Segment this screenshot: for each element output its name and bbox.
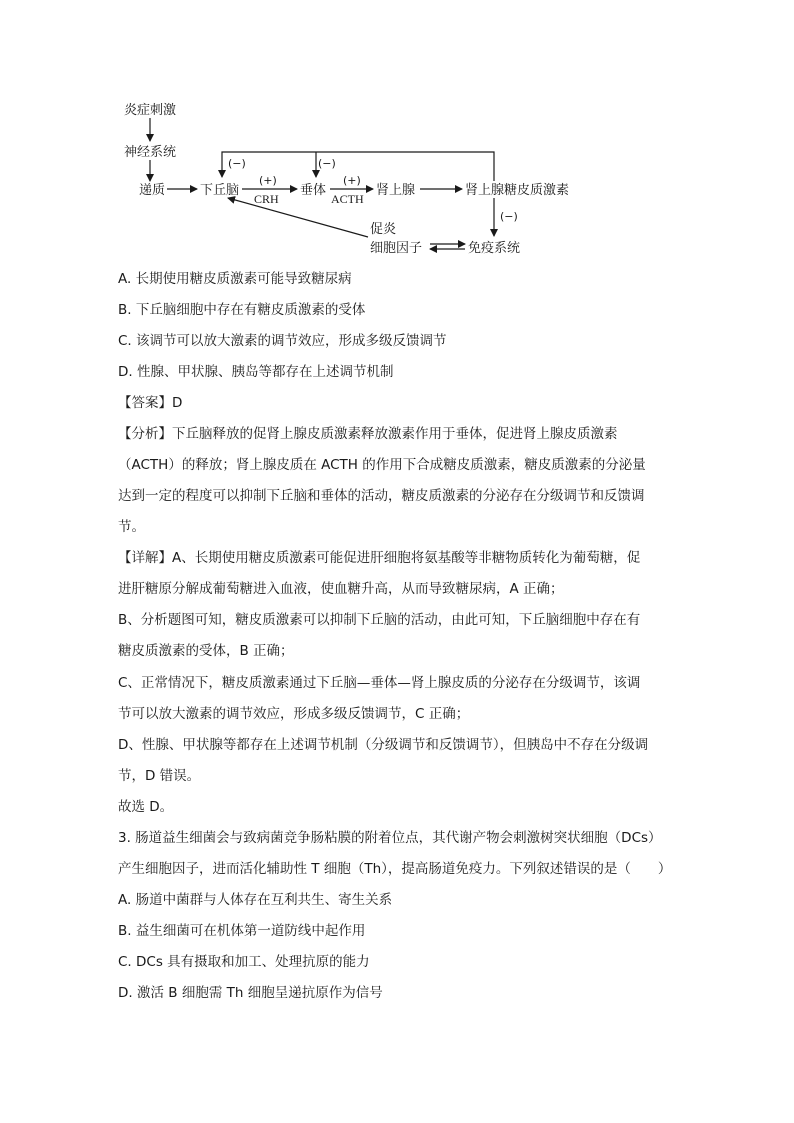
question-3-option-b: B. 益生细菌可在机体第一道防线中起作用 bbox=[118, 923, 366, 939]
pituitary-feedback-sign: (−) bbox=[318, 157, 336, 170]
option-c: C. 该调节可以放大激素的调节效应，形成多级反馈调节 bbox=[118, 333, 447, 349]
question-3-option-c: C. DCs 具有摄取和加工、处理抗原的能力 bbox=[118, 954, 370, 970]
analysis-line-1: 【分析】下丘脑释放的促肾上腺皮质激素释放激素作用于垂体，促进肾上腺皮质激素 bbox=[118, 426, 618, 442]
detail-line-6: 节可以放大激素的调节效应，形成多级反馈调节，C 正确； bbox=[118, 706, 470, 722]
option-b: B. 下丘脑细胞中存在有糖皮质激素的受体 bbox=[118, 302, 366, 318]
detail-line-3: B、分析题图可知，糖皮质激素可以抑制下丘脑的活动，由此可知，下丘脑细胞中存在有 bbox=[118, 612, 641, 628]
cytokine-label-line1: 促炎 bbox=[370, 222, 397, 237]
crh-sign: (+) bbox=[259, 174, 277, 187]
conclusion-line: 故选 D。 bbox=[118, 799, 174, 815]
analysis-line-4: 节。 bbox=[118, 519, 145, 535]
detail-line-5: C、正常情况下，糖皮质激素通过下丘脑—垂体—肾上腺皮质的分泌存在分级调节，该调 bbox=[118, 675, 641, 691]
inflammation-label: 炎症刺激 bbox=[124, 103, 177, 118]
acth-label: ACTH bbox=[331, 192, 364, 206]
hypothalamus-label: 下丘脑 bbox=[200, 183, 240, 198]
question-3-option-a: A. 肠道中菌群与人体存在互利共生、寄生关系 bbox=[118, 892, 393, 908]
analysis-line-2: （ACTH）的释放；肾上腺皮质在 ACTH 的作用下合成糖皮质激素，糖皮质激素的分泌量 bbox=[118, 457, 646, 473]
acth-sign: (+) bbox=[343, 174, 361, 187]
hormone-regulation-diagram bbox=[0, 0, 794, 270]
immune-suppression-sign: (−) bbox=[500, 210, 518, 223]
cytokine-label-line2: 细胞因子 bbox=[370, 241, 423, 256]
detail-line-7: D、性腺、甲状腺等都存在上述调节机制（分级调节和反馈调节），但胰岛中不存在分级调 bbox=[118, 737, 649, 753]
detail-line-4: 糖皮质激素的受体，B 正确； bbox=[118, 643, 294, 659]
question-3-line-1: 3. 肠道益生细菌会与致病菌竞争肠粘膜的附着位点，其代谢产物会刺激树突状细胞（DCs） bbox=[118, 830, 662, 846]
question-3-line-2: 产生细胞因子，进而活化辅助性 T 细胞（Th），提高肠道免疫力。下列叙述错误的是（ ） bbox=[118, 861, 672, 877]
detail-line-8: 节，D 错误。 bbox=[118, 768, 201, 784]
detail-line-2: 进肝糖原分解成葡萄糖进入血液，使血糖升高，从而导致糖尿病，A 正确； bbox=[118, 581, 564, 597]
cortisol-label: 肾上腺糖皮质激素 bbox=[465, 183, 570, 198]
crh-label: CRH bbox=[254, 192, 279, 206]
pituitary-label: 垂体 bbox=[300, 183, 327, 198]
immune-system-label: 免疫系统 bbox=[468, 241, 521, 256]
option-d: D. 性腺、甲状腺、胰岛等都存在上述调节机制 bbox=[118, 364, 394, 380]
analysis-line-3: 达到一定的程度可以抑制下丘脑和垂体的活动，糖皮质激素的分泌存在分级调节和反馈调 bbox=[118, 488, 645, 504]
option-a: A. 长期使用糖皮质激素可能导致糖尿病 bbox=[118, 271, 352, 287]
nervous-system-label: 神经系统 bbox=[124, 145, 177, 160]
hypothalamus-feedback-sign: (−) bbox=[228, 157, 246, 170]
answer-line: 【答案】D bbox=[118, 395, 183, 411]
transmitter-label: 递质 bbox=[139, 183, 166, 198]
adrenal-label: 肾上腺 bbox=[376, 183, 416, 198]
detail-line-1: 【详解】A、长期使用糖皮质激素可能促进肝细胞将氨基酸等非糖物质转化为葡萄糖，促 bbox=[118, 550, 641, 566]
question-3-option-d: D. 激活 B 细胞需 Th 细胞呈递抗原作为信号 bbox=[118, 985, 383, 1001]
